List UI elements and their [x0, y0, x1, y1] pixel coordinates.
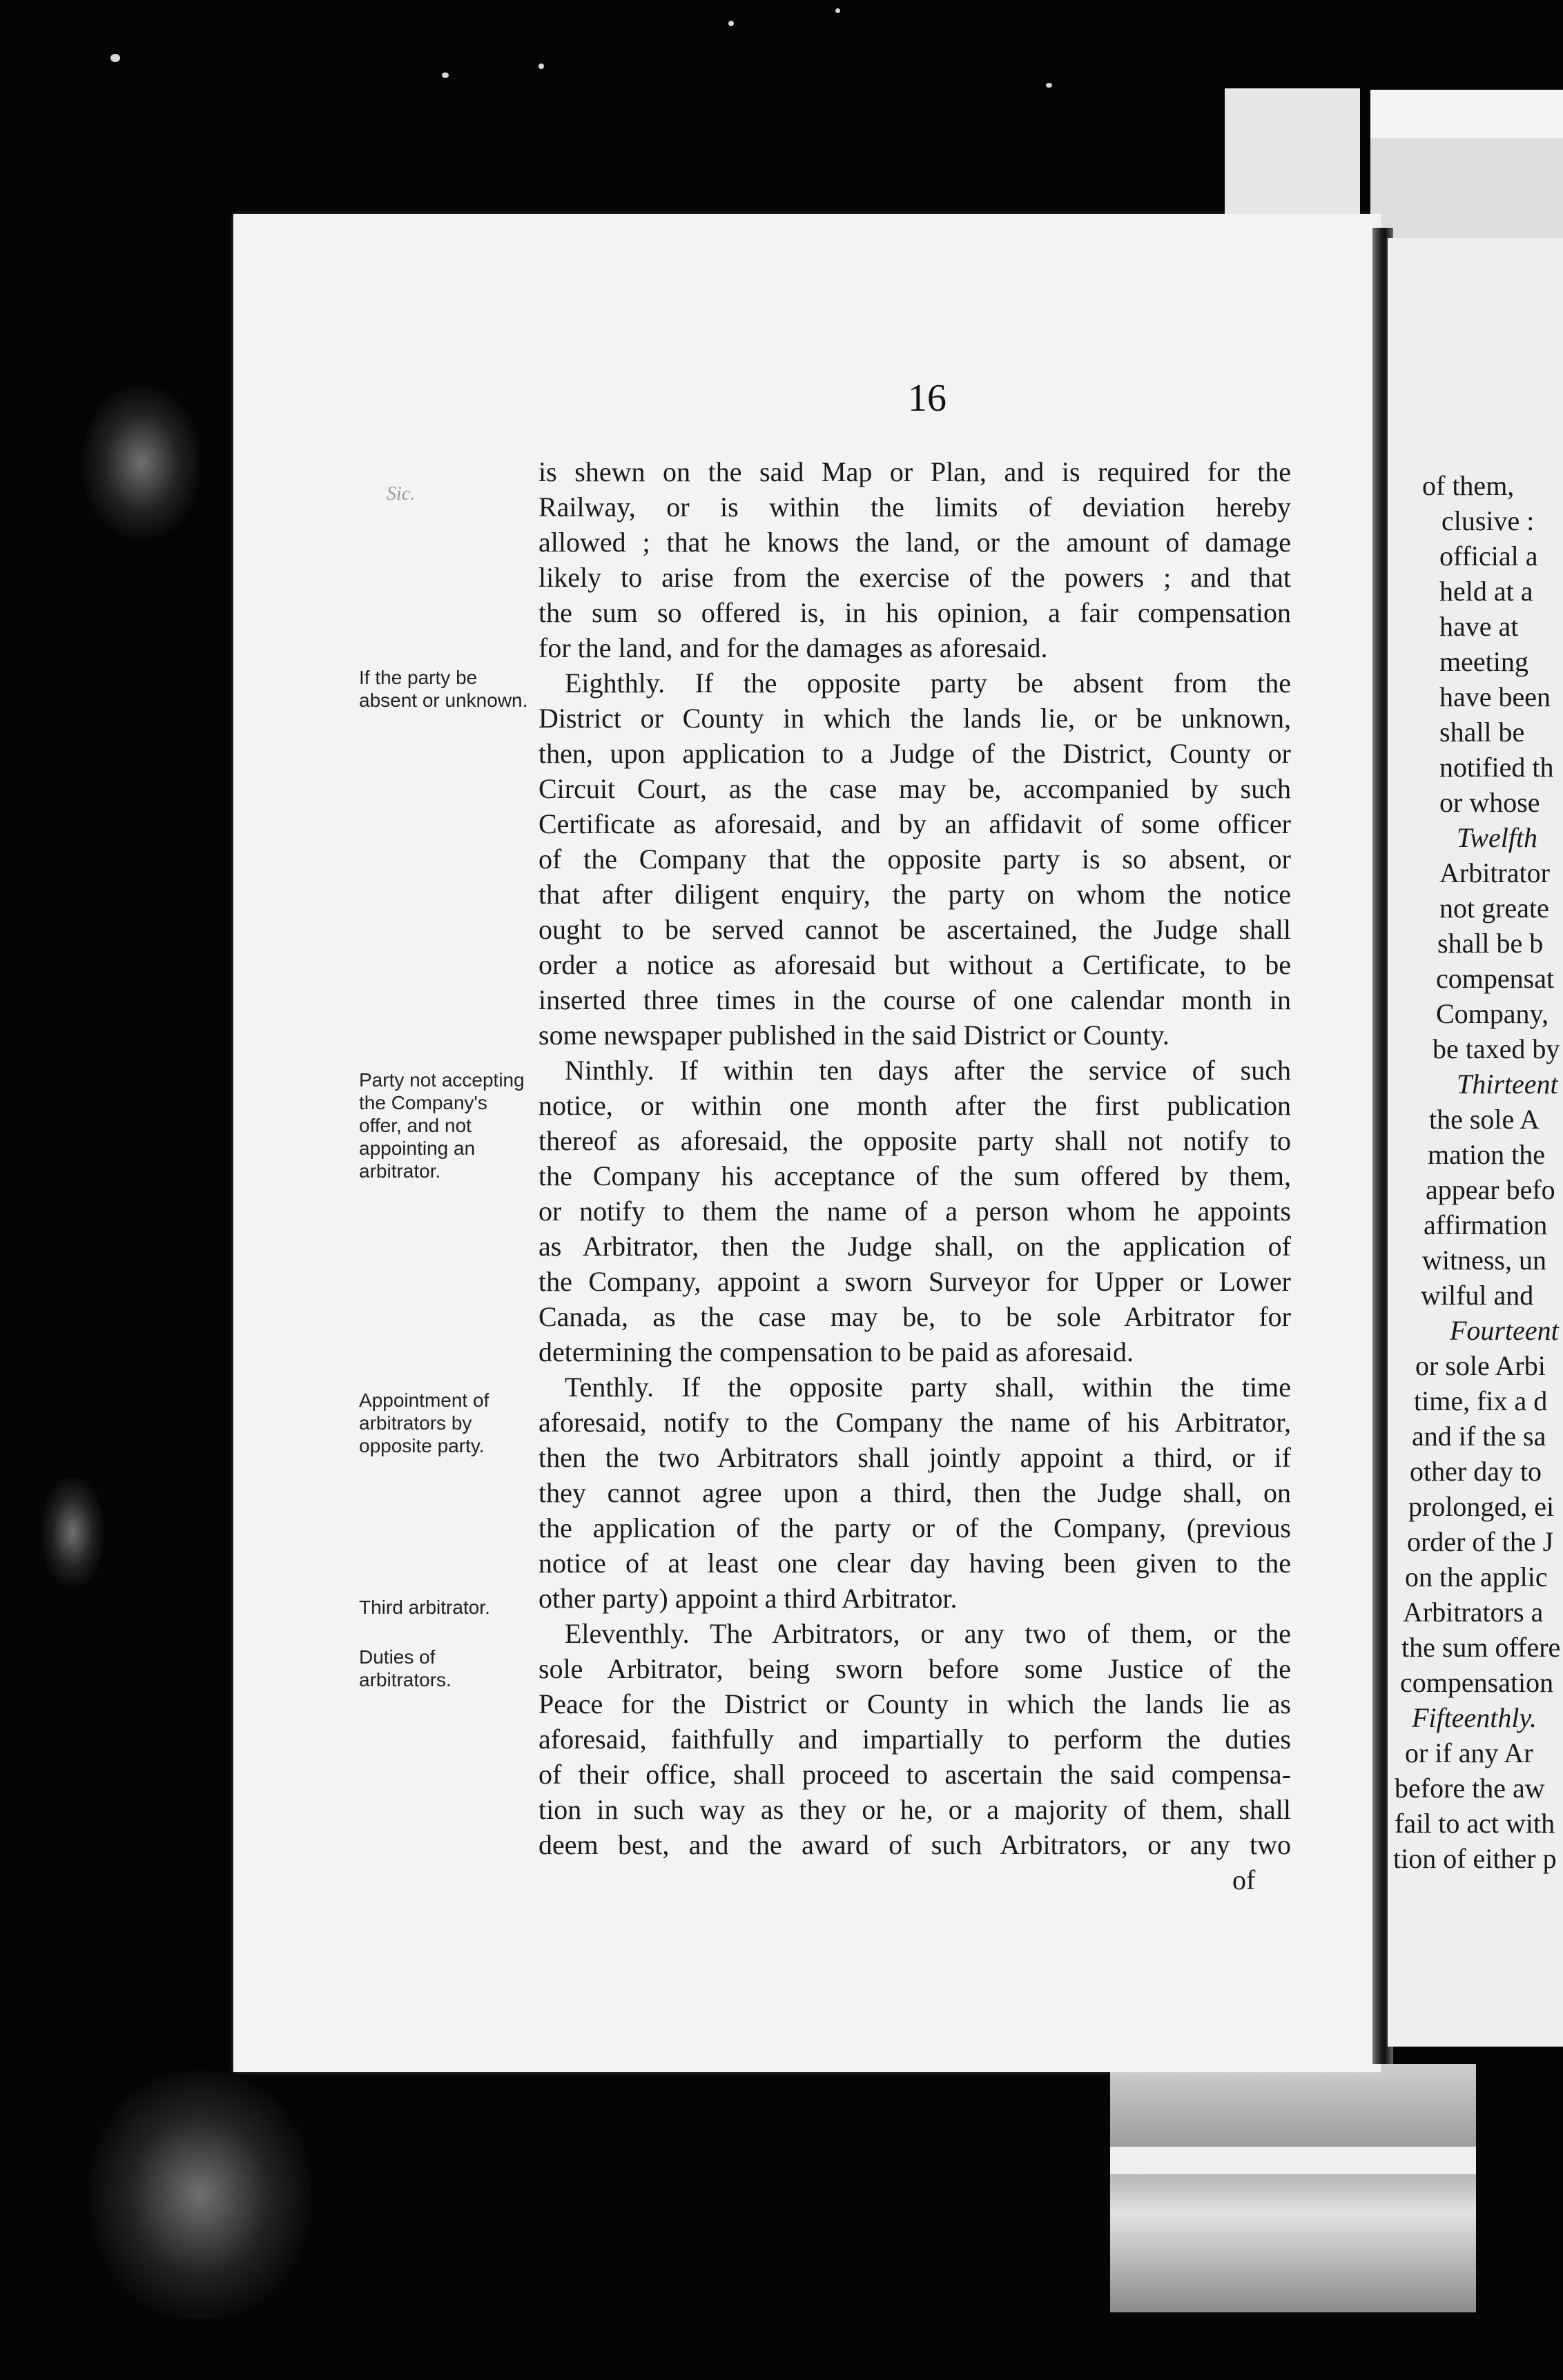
right-text-line: Company,	[1436, 998, 1549, 1029]
right-text-line: of them,	[1422, 470, 1515, 501]
right-text-line: compensat	[1436, 963, 1555, 994]
page-stack-bottom	[1110, 2064, 1476, 2312]
right-text-line: time, fix a d	[1414, 1385, 1548, 1416]
right-text-line: have been	[1439, 681, 1551, 712]
right-text-line: prolonged, ei	[1408, 1491, 1555, 1522]
film-damage	[41, 1477, 104, 1588]
right-text-line: before the aw	[1395, 1773, 1545, 1804]
margin-note: If the party be absent or unknown.	[359, 667, 528, 711]
dust-speck	[1046, 83, 1052, 88]
text-line: likely to arise from the exercise of the powers ; and that	[538, 562, 1291, 593]
right-text-line: not greate	[1439, 892, 1549, 924]
right-text-line: official a	[1439, 540, 1538, 572]
right-text-line: tion of either p	[1393, 1843, 1557, 1874]
text-line: some newspaper published in the said District or County.	[538, 1020, 1169, 1051]
right-text-line: other day to	[1410, 1456, 1542, 1487]
film-damage	[90, 2071, 311, 2319]
right-text-line: and if the sa	[1412, 1421, 1546, 1452]
sic-note: Sic.	[387, 483, 416, 505]
text-line: Certificate as aforesaid, and by an affidavit of some officer	[538, 808, 1291, 839]
right-text-line: or whose	[1439, 787, 1540, 818]
right-text-line: wilful and	[1421, 1280, 1534, 1311]
right-text-line: notified th	[1439, 752, 1554, 783]
right-text-line: Thirteent	[1457, 1069, 1558, 1100]
text-line: thereof as aforesaid, the opposite party shall not notify to	[538, 1125, 1291, 1156]
right-text-line: on the applic	[1405, 1561, 1548, 1592]
text-line: inserted three times in the course of one calendar month in	[538, 984, 1291, 1015]
text-line: determining the compensation to be paid as aforesaid.	[538, 1336, 1134, 1367]
right-text-line: appear befo	[1426, 1174, 1555, 1205]
text-line: the Company, appoint a sworn Surveyor for Upper or Lower	[538, 1266, 1291, 1297]
text-line: Canada, as the case may be, to be sole Arbitrator for	[538, 1301, 1291, 1332]
right-text-line: compensation	[1400, 1667, 1554, 1698]
right-text-line: fail to act with	[1395, 1808, 1555, 1839]
text-line: Circuit Court, as the case may be, accompanied by such	[538, 773, 1291, 804]
right-text-line: or sole Arbi	[1415, 1350, 1546, 1381]
right-text-line: mation the	[1428, 1139, 1545, 1170]
text-line: other party) appoint a third Arbitrator.	[538, 1583, 958, 1614]
text-line: or notify to them the name of a person whom he appoints	[538, 1196, 1291, 1227]
margin-note: Party not accepting the Company's offer, and not appointing an arbitrator.	[359, 1069, 525, 1182]
dust-speck	[442, 72, 449, 78]
text-line: sole Arbitrator, being sworn before some Justice of the	[538, 1653, 1291, 1684]
page-tab-top	[1225, 88, 1360, 233]
right-text-line: have at	[1439, 611, 1519, 642]
dust-speck	[728, 21, 734, 26]
margin-note: Appointment of arbitrators by opposite party.	[359, 1389, 489, 1456]
right-text-line: clusive :	[1441, 505, 1535, 536]
margin-note: Duties of arbitrators.	[359, 1646, 452, 1690]
text-line: is shewn on the said Map or Plan, and is required for the	[538, 456, 1291, 487]
text-line: the Company his acceptance of the sum offered by them,	[538, 1160, 1291, 1191]
text-line: Ninthly. If within ten days after the service of such	[565, 1055, 1291, 1086]
text-line: Peace for the District or County in which the lands lie as	[538, 1688, 1291, 1719]
right-text-line: the sum offere	[1401, 1632, 1561, 1663]
right-text-line: witness, un	[1422, 1245, 1546, 1276]
right-text-line: held at a	[1439, 576, 1533, 607]
text-line: as Arbitrator, then the Judge shall, on the application of	[538, 1231, 1291, 1262]
right-text-line: Twelfth	[1457, 822, 1538, 853]
text-line: aforesaid, notify to the Company the name of his Arbitrator,	[538, 1407, 1291, 1438]
right-text-line: Arbitrator	[1439, 857, 1550, 888]
text-line: the application of the party or of the Company, (previous	[538, 1512, 1291, 1543]
page-tab-top-right	[1370, 90, 1563, 238]
film-damage	[83, 387, 200, 538]
text-line: then, upon application to a Judge of the District, County or	[538, 738, 1291, 769]
text-line: Eleventhly. The Arbitrators, or any two of them, or the	[565, 1618, 1291, 1649]
text-line: the sum so offered is, in his opinion, a fair compensation	[538, 597, 1291, 628]
text-line: allowed ; that he knows the land, or the amount of damage	[538, 527, 1291, 558]
text-line: tion in such way as they or he, or a majority of them, shall	[538, 1794, 1291, 1825]
dust-speck	[835, 8, 840, 13]
text-line: for the land, and for the damages as aforesaid.	[538, 632, 1048, 663]
text-line: deem best, and the award of such Arbitrators, or any two	[538, 1829, 1291, 1860]
text-line: then the two Arbitrators shall jointly appoint a third, or if	[538, 1442, 1291, 1473]
right-text-line: Arbitrators a	[1403, 1597, 1544, 1628]
text-line: District or County in which the lands lie, or be unknown,	[538, 703, 1291, 734]
text-line: Eighthly. If the opposite party be absent from the	[565, 667, 1291, 699]
right-text-line: the sole A	[1429, 1104, 1540, 1135]
text-line: of their office, shall proceed to ascertain the said compensa-	[538, 1759, 1291, 1790]
margin-note: Third arbitrator.	[359, 1597, 490, 1618]
right-text-line: shall be b	[1437, 928, 1544, 959]
text-line: ought to be served cannot be ascertained, the Judge shall	[538, 914, 1291, 945]
text-line: notice of at least one clear day having been given to the	[538, 1548, 1291, 1579]
text-line: notice, or within one month after the first publication	[538, 1090, 1291, 1121]
right-text-line: Fourteent	[1450, 1315, 1559, 1346]
text-line: that after diligent enquiry, the party on whom the notice	[538, 879, 1291, 910]
dust-speck	[538, 64, 544, 69]
right-text-line: meeting	[1439, 646, 1528, 677]
right-text-line: shall be	[1439, 716, 1525, 748]
text-line: Tenthly. If the opposite party shall, within the time	[565, 1372, 1291, 1403]
right-text-line: order of the J	[1407, 1526, 1554, 1557]
text-line: Railway, or is within the limits of deviation hereby	[538, 491, 1291, 523]
text-line: order a notice as aforesaid but without a Certificate, to be	[538, 949, 1291, 980]
text-line: of the Company that the opposite party is so absent, or	[538, 843, 1291, 875]
right-text-line: be taxed by	[1433, 1033, 1560, 1064]
page-number: 16	[908, 377, 946, 420]
text-line: they cannot agree upon a third, then the Judge shall, on	[538, 1477, 1291, 1508]
catchword: of	[1232, 1864, 1256, 1895]
text-line: aforesaid, faithfully and impartially to perform the duties	[538, 1724, 1291, 1755]
right-text-line: Fifteenthly.	[1412, 1702, 1537, 1733]
dust-speck	[110, 54, 120, 62]
right-text-line: or if any Ar	[1405, 1737, 1533, 1768]
right-text-line: affirmation	[1424, 1209, 1548, 1240]
